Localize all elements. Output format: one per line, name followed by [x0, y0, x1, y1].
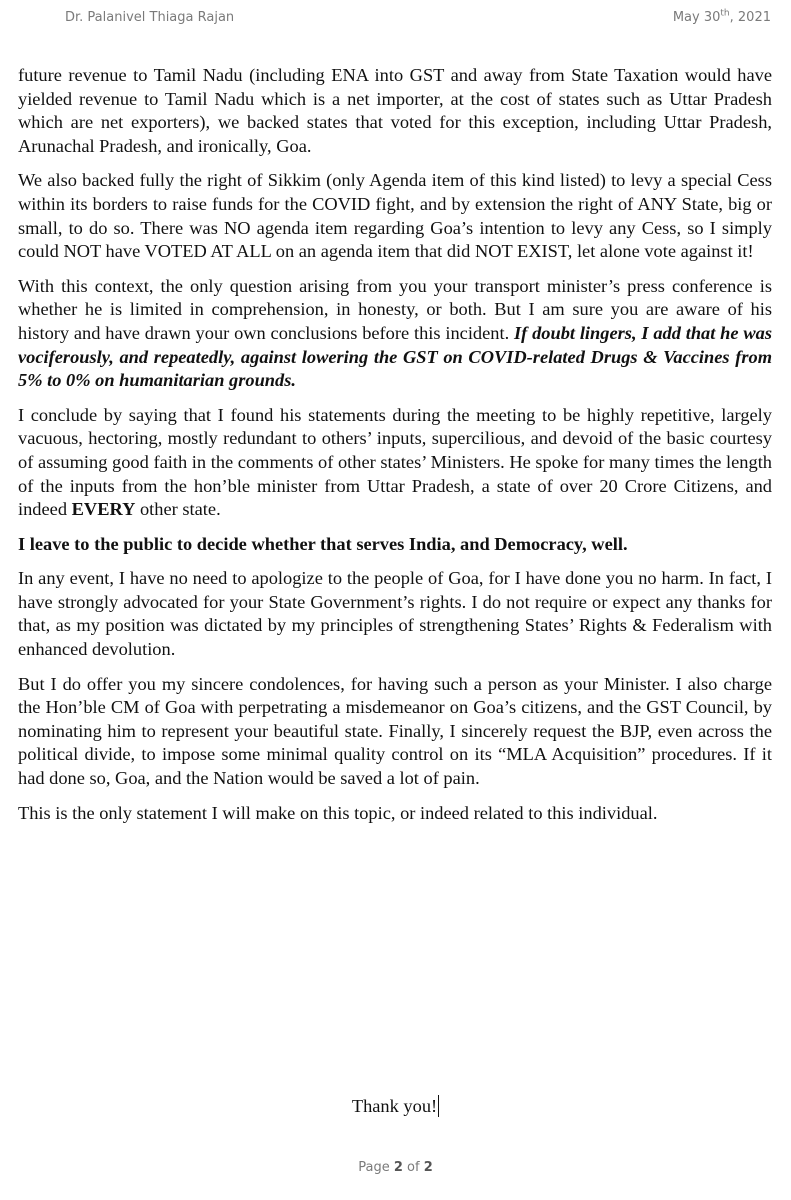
paragraph-8: This is the only statement I will make on this topic, or indeed related to this individual.: [18, 802, 658, 823]
header-date-suffix: , 2021: [729, 10, 771, 25]
page-footer: [0, 1160, 791, 1175]
paragraph-2: We also backed fully the right of Sikkim (only Agenda item of this kind listed) to levy a special Cess within its borders to raise funds for the COVID fight, and by extension the right of ANY State, big or small, to do so. There was NO agenda item regarding Goa’s intention to levy any Cess, so I simply could NOT have VOTED AT ALL on an agenda item that did NOT EXIST, let alone vote against it!: [18, 170, 772, 262]
paragraph-4-bold: EVERY: [71, 499, 136, 520]
paragraph-3-emphasis: If doubt lingers, I add that he was vociferously, and repeatedly, against lowering the GST on COVID-related Drugs & Vaccines from 5% to 0% on humanitarian grounds.: [18, 322, 772, 391]
document-body: [18, 64, 772, 836]
footer-page-word: Page: [358, 1160, 390, 1175]
paragraph-5-bold: I leave to the public to decide whether that serves India, and Democracy, well.: [18, 533, 628, 554]
header-date-prefix: May 30: [672, 10, 721, 25]
paragraph-1: future revenue to Tamil Nadu (including ENA into GST and away from State Taxation would have yielded revenue to Tamil Nadu which is a net importer, at the cost of states such as Uttar Pradesh which are net exporters), we backed states that voted for this exception, including Uttar Pradesh, Arunachal Pradesh, and ironically, Goa.: [18, 65, 772, 156]
closing-line: [0, 1095, 791, 1117]
paragraph-4: [18, 404, 772, 522]
paragraph-4-text: I conclude by saying that I found his statements during the meeting to be highly repetitive, largely vacuous, hectoring, mostly redundant to others’ inputs, supercilious, and devoid of the basic courtesy of assuming good faith in the comments of other states’ Ministers. He spoke for many times the length of the inputs from the hon’ble minister from Uttar Pradesh, a state of over 20 Crore Citizens, and indeed: [18, 404, 772, 520]
footer-page-current: 2: [393, 1160, 403, 1175]
paragraph-7: But I do offer you my sincere condolences, for having such a person as your Minister. I also charge the Hon’ble CM of Goa with perpetrating a misdemeanor on Goa’s citizens, and the GST Council, by nominating him to represent your beautiful state. Finally, I sincerely request the BJP, even across the political divide, to impose some minimal quality control on its “MLA Acquisition” procedures. If it had done so, Goa, and the Nation would be saved a lot of pain.: [18, 673, 772, 789]
header-date: [673, 10, 771, 25]
page-header: [0, 0, 791, 40]
header-date-superscript: th: [720, 8, 730, 19]
header-author: Dr. Palanivel Thiaga Rajan: [65, 10, 235, 25]
footer-page-total: 2: [423, 1160, 433, 1175]
paragraph-6: In any event, I have no need to apologize to the people of Goa, for I have done you no harm. In fact, I have strongly advocated for your State Government’s rights. I do not require or expect any thanks for that, as my position was dictated by my principles of strengthening States’ Rights & Federalism with enhanced devolution.: [18, 568, 772, 660]
paragraph-3: [18, 275, 772, 393]
paragraph-4-end: other state.: [139, 499, 221, 520]
paragraph-3-text: With this context, the only question arising from you your transport minister’s press conference is whether he is limited in comprehension, in honesty, or both. But I am sure you are aware of his history and have drawn your own conclusions before this incident.: [18, 275, 772, 343]
text-cursor: [438, 1095, 439, 1117]
closing-text: Thank you!: [351, 1096, 438, 1116]
footer-of-word: of: [407, 1160, 420, 1175]
